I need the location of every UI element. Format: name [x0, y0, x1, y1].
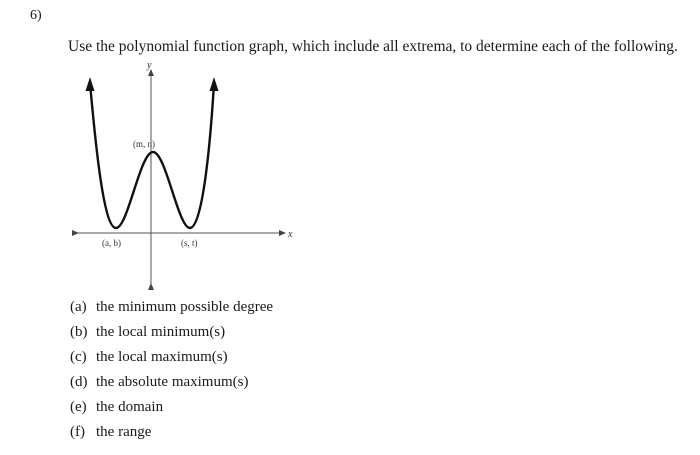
left-min-label: (a, b)	[102, 238, 121, 248]
part-label: (d)	[70, 374, 88, 390]
curve-arrow-right	[210, 77, 219, 91]
part-label: (f)	[70, 424, 85, 440]
part-text: the range	[96, 424, 152, 440]
part-text: the absolute maximum(s)	[96, 374, 249, 390]
part-item	[70, 346, 273, 371]
part-item	[70, 396, 273, 421]
right-min-label: (s, t)	[181, 238, 198, 248]
part-label: (b)	[70, 324, 88, 340]
part-text: the domain	[96, 399, 164, 415]
polynomial-curve	[90, 83, 214, 228]
y-axis-label: y	[147, 60, 152, 71]
part-text: the minimum possible degree	[96, 299, 274, 315]
part-label: (a)	[70, 299, 87, 315]
part-item	[70, 321, 273, 346]
question-prompt: Use the polynomial function graph, which include all extrema, to determine each of the following.	[68, 38, 678, 55]
part-item	[70, 371, 273, 396]
question-number: 6)	[30, 8, 42, 23]
part-item	[70, 296, 273, 321]
question-parts	[70, 296, 273, 446]
part-text: the local maximum(s)	[96, 349, 228, 365]
part-label: (c)	[70, 349, 87, 365]
x-axis-label: x	[288, 229, 293, 240]
part-label: (e)	[70, 399, 87, 415]
part-item	[70, 421, 273, 446]
part-text: the local minimum(s)	[96, 324, 226, 340]
curve-arrow-left	[86, 77, 95, 91]
local-max-label: (m, n)	[133, 139, 155, 149]
